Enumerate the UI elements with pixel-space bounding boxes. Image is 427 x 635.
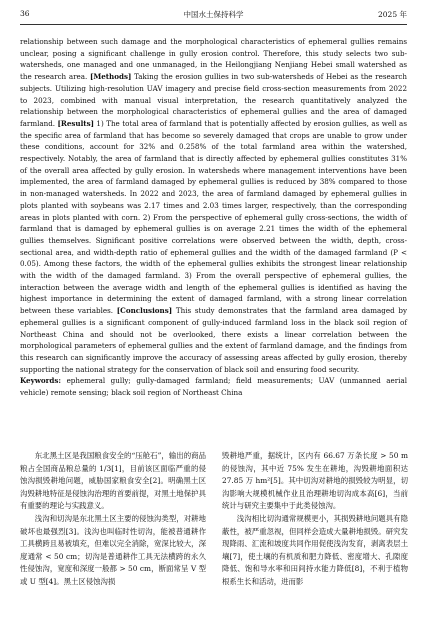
methods-label: [Methods] (89, 72, 132, 82)
abstract-background: relationship between such damage and the morphological characteristics of ephemeral gullies remains unclear, posing a significant challenge in gully erosion control. Therefore, this study selects two sub-watersheds, one managed and one unmanaged, in the Heilongjiang Nenjiang Hebei small watershed as the research area. (20, 37, 407, 82)
publication-year: 2025 年 (378, 10, 407, 19)
abstract-paragraph (20, 36, 407, 375)
running-header (20, 0, 407, 25)
body-paragraph: 浅沟相比切沟通常规模更小，其损毁耕地问题具有隐蔽性，被严重忽视，但同样会造成大量耕地损毁。研究发现降雨、汇流和坡度共同作用促使浅沟发育，剥离表层土壤[7]，使土壤的有机质和肥力降低、密度增大、孔隙度降低、饱和导水率和田间持水能力降低[8]，不利于植物根系生长和活动，进而影 (222, 513, 408, 586)
body-paragraph: 浅沟和切沟是东北黑土区主要的侵蚀沟类型，对耕地破坏也最强烈[3]。浅沟也叫临时性切沟，能被普通耕作工具横跨且易被填充，但难以完全消除，宽深比较大，深度通常 < 50 cm；切沟是普通耕作工具无法横跨的永久性侵蚀沟，宽度和深度一般都 > 50 cm，断面常呈 V 型或 U 型[4]。黑土区侵蚀沟损 (20, 513, 206, 586)
keywords-label: Keywords: (20, 376, 62, 386)
body-column-right (222, 450, 408, 589)
body-paragraph: 毁耕地严重，据统计，区内有 66.67 万条长度 > 50 m 的侵蚀沟，其中近 75% 发生在耕地，沟毁耕地面积达 27.85 万 hm²[5]。其中切沟对耕地的损毁较为明显，切沟影响大规模机械作业且治理耕地切沟成本高[6]，当前统计与研究主要集中于此类侵蚀沟。 (222, 451, 408, 511)
keywords-text: ephemeral gully; gully-damaged farmland; field measurements; UAV (unmanned aerial vehicle) remote sensing; black soil region of Northeast China (20, 376, 407, 398)
body-column-left (20, 450, 206, 589)
methods-text: Taking the erosion gullies in two sub-watersheds of Hebei as the research subjects. Utilizing high-resolution UAV imagery and precise field cross-section measurements from 2022 to 2023, combined with manual visual interpretation, the research quantitatively analyzed the relationship between the morphological characteristics of ephemeral gullies and the area of damaged farmland. (20, 72, 407, 128)
body-paragraph: 东北黑土区是我国粮食安全的“压舱石”，输出的商品粮占全国商品粮总量的 1/3[1]，目前该区面临严重的侵蚀沟损毁耕地问题，威胁国家粮食安全[2]。明确黑土区沟毁耕地特征是侵蚀沟治理的首要前提，对黑土地保护具有重要的理论与实践意义。 (20, 451, 206, 511)
journal-title: 中国水土保持科学 (183, 10, 244, 19)
conclusions-label: [Conclusions] (116, 306, 173, 316)
conclusions-text: This study demonstrates that the farmland area damaged by ephemeral gullies is a significant component of gully-induced farmland loss in the black soil region of Northeast China and should not be overlooked, there exists a linear correlation between the morphological parameters of ephemeral gullies and the extent of farmland damage, and the findings from this research can significantly improve the accuracy of assessing areas affected by gully erosion, thereby supporting the national strategy for the conservation of black soil and ensuring food security. (20, 306, 407, 374)
results-text: 1) The total area of farmland that is potentially affected by erosion gullies, as well as the specific area of farmland that has become so severely damaged that crops are unable to grow under these conditions, account for 32% and 0.258% of the total farmland area within the watershed, respectively. Notably, the area of farmland that is directly affected by ephemeral gullies constitutes 31% of the overall area affected by gully erosion. In watersheds where management interventions have been implemented, the area of farmland damaged by ephemeral gullies is reduced by 38% compared to those in non-managed watersheds. In 2022 and 2023, the area of farmland damaged by ephemeral gullies in plots planted with soybeans was 2.17 times and 2.03 times larger, respectively, than the corresponding areas in plots planted with corn. 2) From the perspective of ephemeral gully cross-sections, the width of farmland that is damaged by ephemeral gullies is on average 2.21 times the width of the ephemeral gullies themselves. Significant positive correlations were observed between the width, depth, cross-sectional area, and width-depth ratio of ephemeral gullies and the width of the damaged farmland (P < 0.05). Among these factors, the width of the ephemeral gullies exhibits the strongest linear relationship with the width of the damaged farmland. 3) From the overall perspective of ephemeral gullies, the interaction between the average width and length of the ephemeral gullies is identified as having the highest importance in determining the extent of damaged farmland, with a strong linear correlation between these variables. (20, 118, 407, 316)
keywords-line (20, 375, 407, 398)
page-number: 36 (20, 9, 30, 18)
results-label: [Results] (57, 118, 94, 128)
english-abstract (20, 36, 407, 399)
